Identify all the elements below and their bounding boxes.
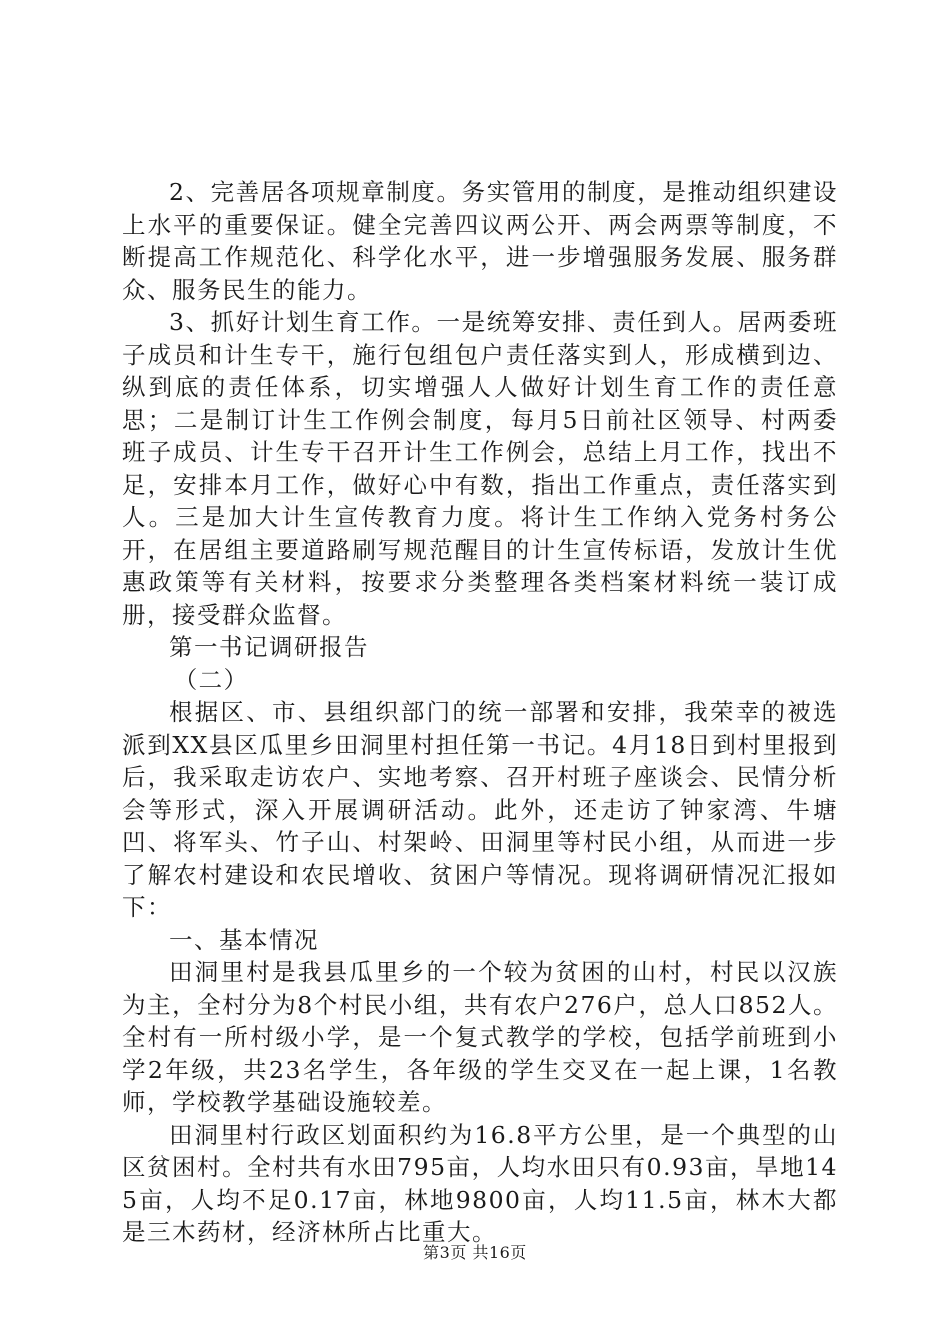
- paragraph-village-overview: 田洞里村是我县瓜里乡的一个较为贫困的山村，村民以汉族为主，全村分为8个村民小组，共有农户276户，总人口852人。全村有一所村级小学，是一个复式教学的学校，包括学前班到小学2年级，共23名学生，各年级的学生交叉在一起上课，1名教师，学校教学基础设施较差。: [122, 958, 838, 1116]
- paragraph-land-area: 田洞里村行政区划面积约为16.8平方公里，是一个典型的山区贫困村。全村共有水田795亩，人均水田只有0.93亩，旱地145亩，人均不足0.17亩，林地9800亩，人均11.5亩，林木大都是三木药材，经济林所占比重大。: [122, 1120, 838, 1246]
- section-heading-basic-info: 一、基本情况: [169, 925, 319, 954]
- report-title: 第一书记调研报告: [169, 633, 369, 661]
- paragraph-introduction: 根据区、市、县组织部门的统一部署和安排，我荣幸的被选派到XX县区瓜里乡田洞里村担任第一书记。4月18日到村里报到后，我采取走访农户、实地考察、召开村班子座谈会、民情分析会等形式，深入开展调研活动。此外，还走访了钟家湾、牛塘凹、将军头、竹子山、村架岭、田洞里等村民小组，从而进一步了解农村建设和农民增收、贫困户等情况。现将调研情况汇报如下：: [122, 698, 838, 921]
- paragraph-family-planning: 3、抓好计划生育工作。一是统筹安排、责任到人。居两委班子成员和计生专干，施行包组包户责任落实到人，形成横到边、纵到底的责任体系，切实增强人人做好计划生育工作的责任意思；二是制订计生工作例会制度，每月5日前社区领导、村两委班子成员、计生专干召开计生工作例会，总结上月工作，找出不足，安排本月工作，做好心中有数，指出工作重点，责任落实到人。三是加大计生宣传教育力度。将计生工作纳入党务村务公开，在居组主要道路刷写规范醒目的计生宣传标语，发放计生优惠政策等有关材料，按要求分类整理各类档案材料统一装订成册，接受群众监督。: [122, 308, 838, 629]
- report-subtitle: （二）: [173, 665, 249, 694]
- page-number-footer: 第3页 共16页: [423, 1243, 527, 1262]
- paragraph-regulations: 2、完善居各项规章制度。务实管用的制度，是推动组织建设上水平的重要保证。健全完善四议两公开、两会两票等制度，不断提高工作规范化、科学化水平，进一步增强服务发展、服务群众、服务民生的能力。: [122, 178, 838, 304]
- document-body: [122, 176, 838, 1249]
